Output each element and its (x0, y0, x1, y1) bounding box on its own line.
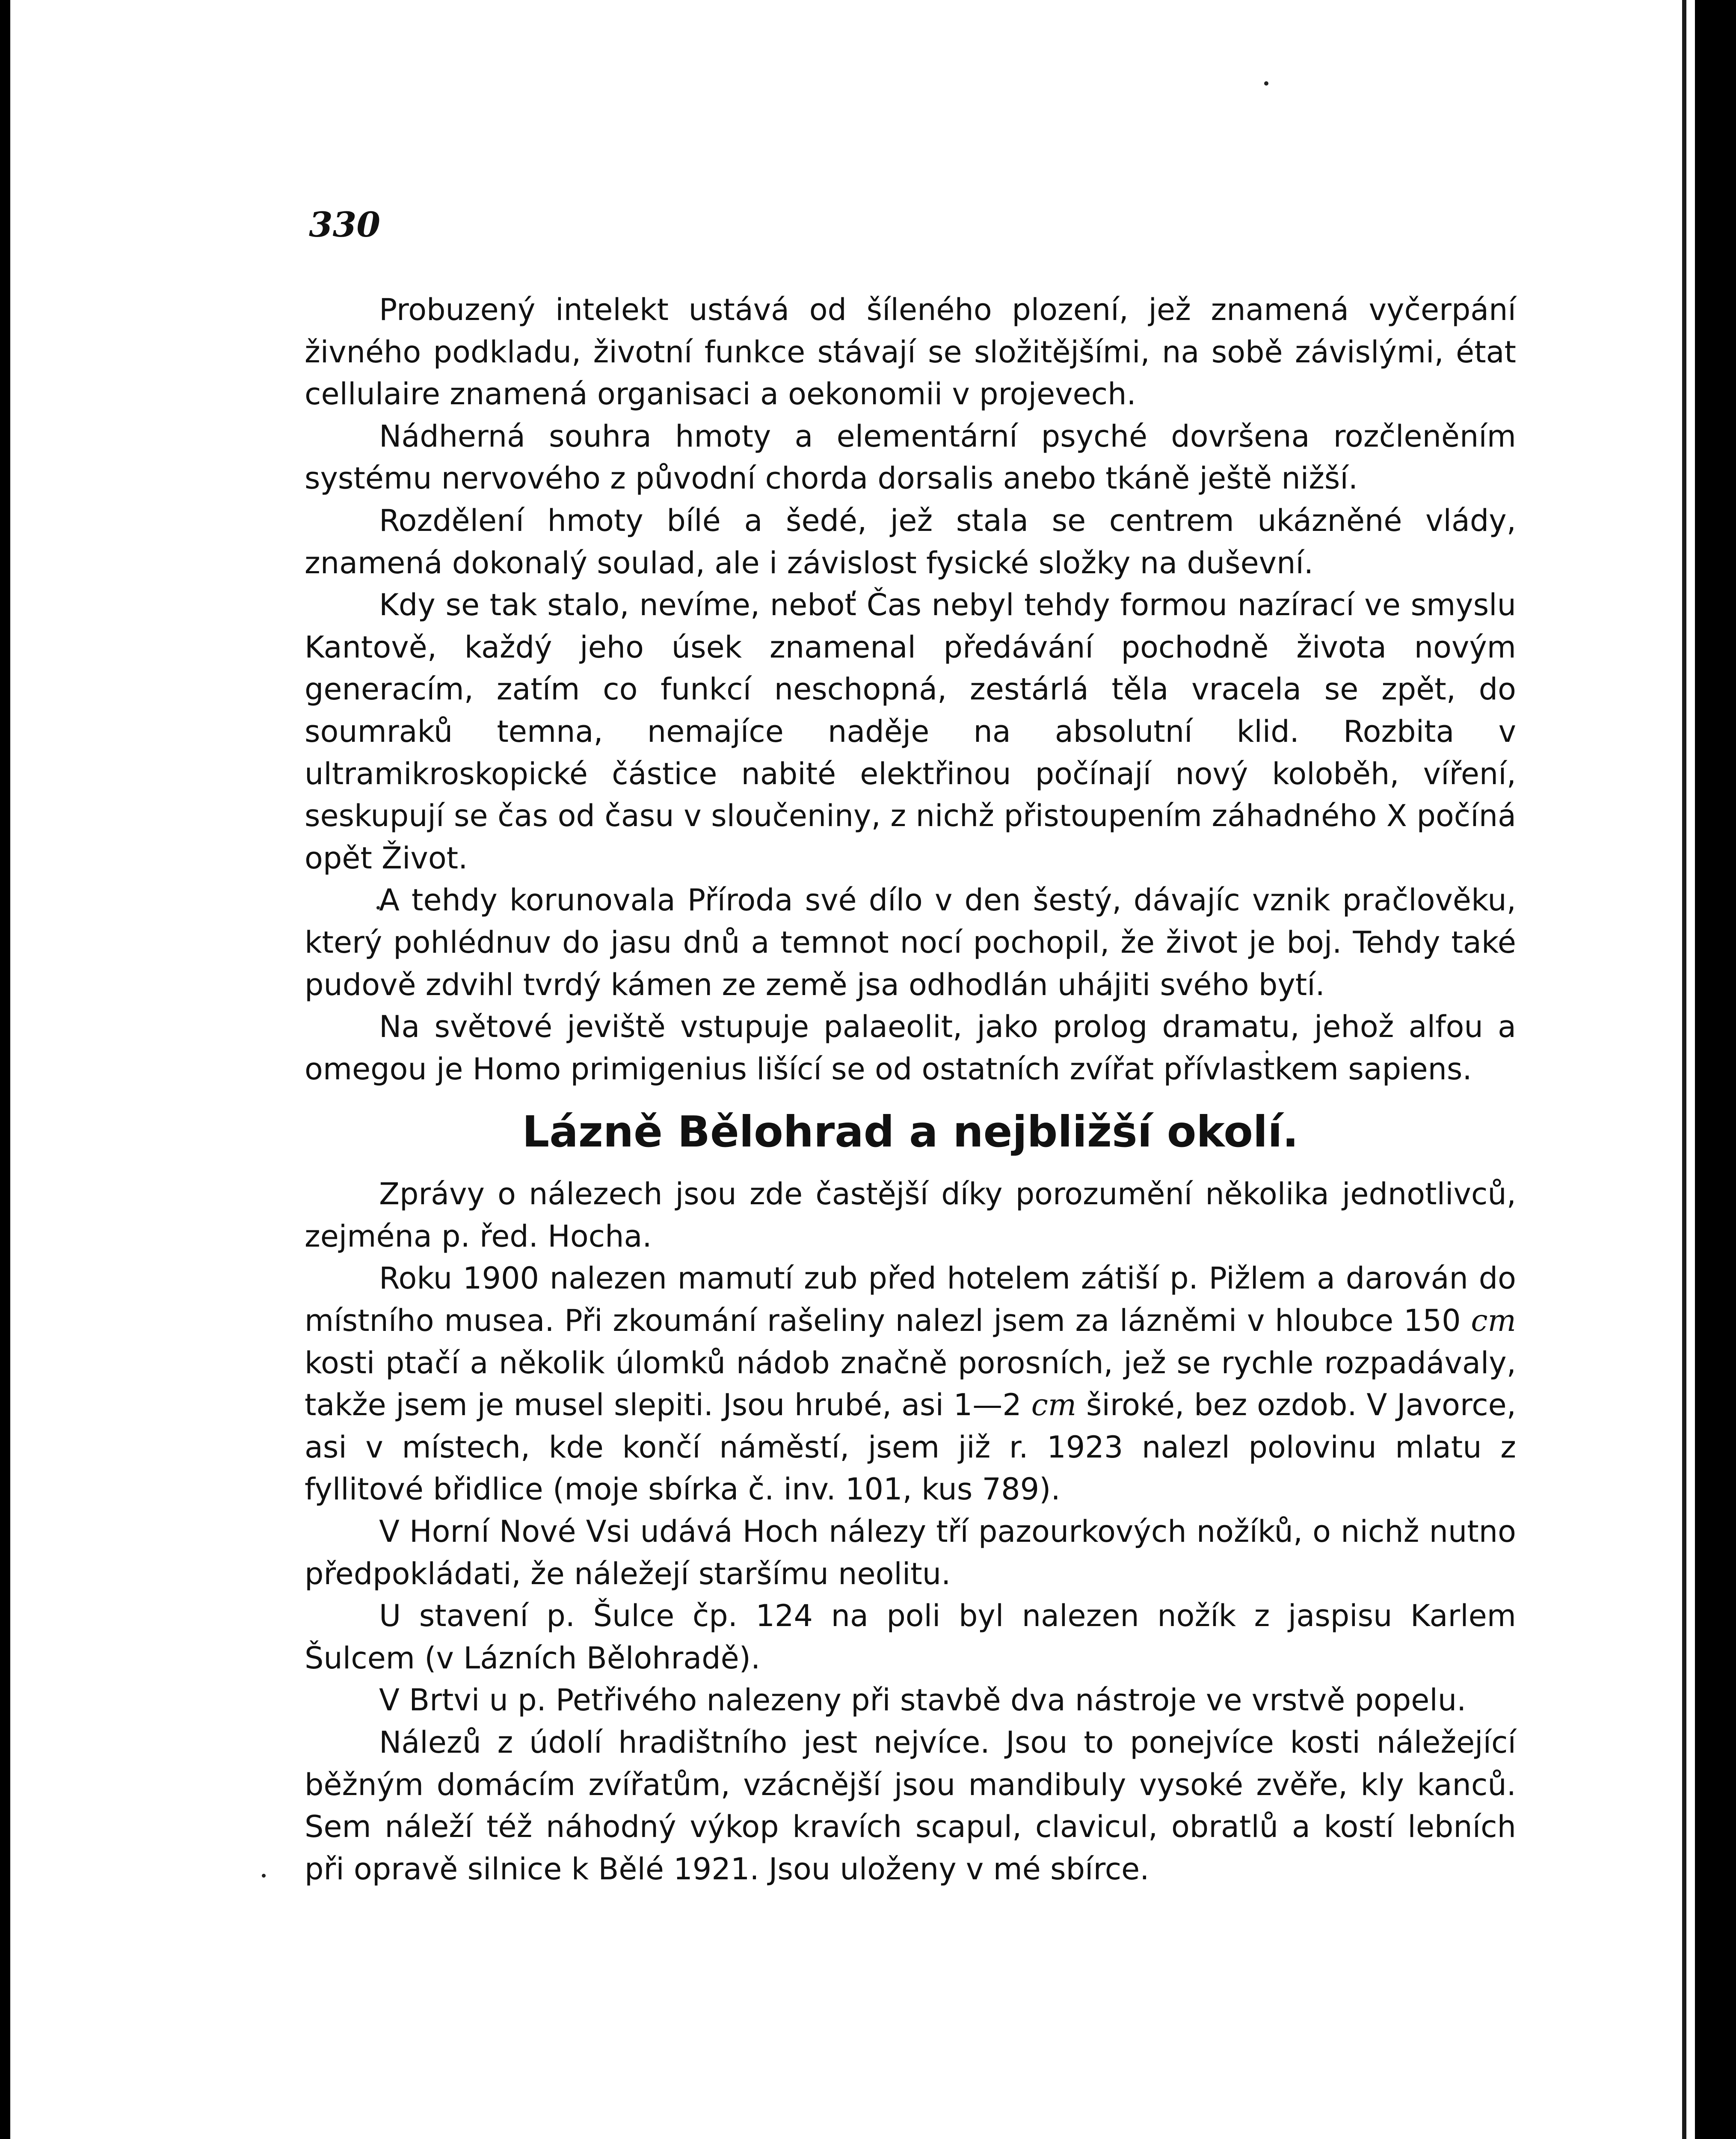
paragraph (305, 1257, 1516, 1511)
paragraph: V Brtvi u p. Petřivého nalezeny při stavbě dva nástroje ve vrstvě popelu. (379, 1683, 1466, 1718)
text-run: kosti ptačí a několik úlomků nádob značně porosních, jež se rychle rozpadávaly, takže jsem je musel slepiti. Jsou hrubé, asi 1—2 (305, 1345, 1516, 1423)
scan-speck (262, 1874, 266, 1878)
unit-cm: cm (1471, 1303, 1516, 1339)
paragraph: Probuzený intelekt ustává od šíleného plození, jež znamená vyčerpání živného podkladu, životní funkce stávají se složitějšími, na sobě závislými, état cellulaire znamená organisaci a oekonomii v projevech. (305, 292, 1516, 412)
paragraph: Na světové jeviště vstupuje palaeolit, jako prolog dramatu, jehož alfou a omegou je Homo primigenius lišící se od ostatních zvířat přívlastkem sapiens. (305, 1009, 1516, 1087)
paragraph: Rozdělení hmoty bílé a šedé, jež stala se centrem ukázněné vlády, znamená dokonalý soulad, ale i závislost fysické složky na duševní. (305, 503, 1516, 581)
section-heading: Lázně Bělohrad a nejbližší okolí. (522, 1107, 1299, 1157)
text-run: Roku 1900 nalezen mamutí zub před hotelem zátiší p. Pižlem a darován do místního musea. Při zkoumání rašeliny nalezl jsem za lázněmi v hloubce 150 (305, 1261, 1516, 1339)
scan-speck (1264, 81, 1268, 86)
page-number: 330 (309, 204, 380, 245)
paragraph: A tehdy korunovala Příroda své dílo v den šestý, dávajíc vznik pračlověku, který pohlédnuv do jasu dnů a temnot nocí pochopil, že život je boj. Tehdy také pudově zdvihl tvrdý kámen ze země jsa odhodlán uhájiti svého bytí. (305, 883, 1516, 1002)
paragraph: Kdy se tak stalo, nevíme, neboť Čas nebyl tehdy formou nazírací ve smyslu Kantově, každý jeho úsek znamenal předávání pochodně života novým generacím, zatím co funkcí neschopná, zestárlá těla vracela se zpět, do soumraků temna, nemajíce naděje na absolutní klid. Rozbita v ultramikroskopické částice nabité elektřinou počínají nový koloběh, víření, seskupují se čas od času v sloučeniny, z nichž přistoupením záhadného X počíná opět Život. (305, 587, 1516, 876)
paragraph: Nádherná souhra hmoty a elementární psyché dovršena rozčleněním systému nervového z původní chorda dorsalis anebo tkáně ještě nižší. (305, 418, 1516, 496)
paragraph: V Horní Nové Vsi udává Hoch nálezy tří pazourkových nožíků, o nichž nutno předpokládati, že náležejí staršímu neolitu. (305, 1514, 1516, 1591)
scan-border-right (1695, 0, 1736, 2139)
scan-border-right-inner (1682, 0, 1686, 2139)
unit-cm: cm (1031, 1387, 1077, 1423)
body-text (305, 289, 1516, 1890)
paragraph: Nálezů z údolí hradištního jest nejvíce. Jsou to ponejvíce kosti náležející běžným domácím zvířatům, vzácnější jsou mandibuly vysoké zvěře, kly kanců. Sem náleží též náhodný výkop kravích scapul, clavicul, obratlů a kostí lebních při opravě silnice k Bělé 1921. Jsou uloženy v mé sbírce. (305, 1725, 1516, 1887)
paragraph: Zprávy o nálezech jsou zde častější díky porozumění několika jednotlivců, zejména p. řed. Hocha. (305, 1176, 1516, 1254)
paragraph: U stavení p. Šulce čp. 124 na poli byl nalezen nožík z jaspisu Karlem Šulcem (v Lázních Bělohradě). (305, 1598, 1516, 1676)
text-run: široké, bez ozdob. V Javorce, asi v místech, kde končí náměstí, jsem již r. 1923 nalezl polovinu mlatu z fyllitové břidlice (moje sbírka č. inv. 101, kus 789). (305, 1387, 1516, 1507)
scan-border-left (0, 0, 10, 2139)
